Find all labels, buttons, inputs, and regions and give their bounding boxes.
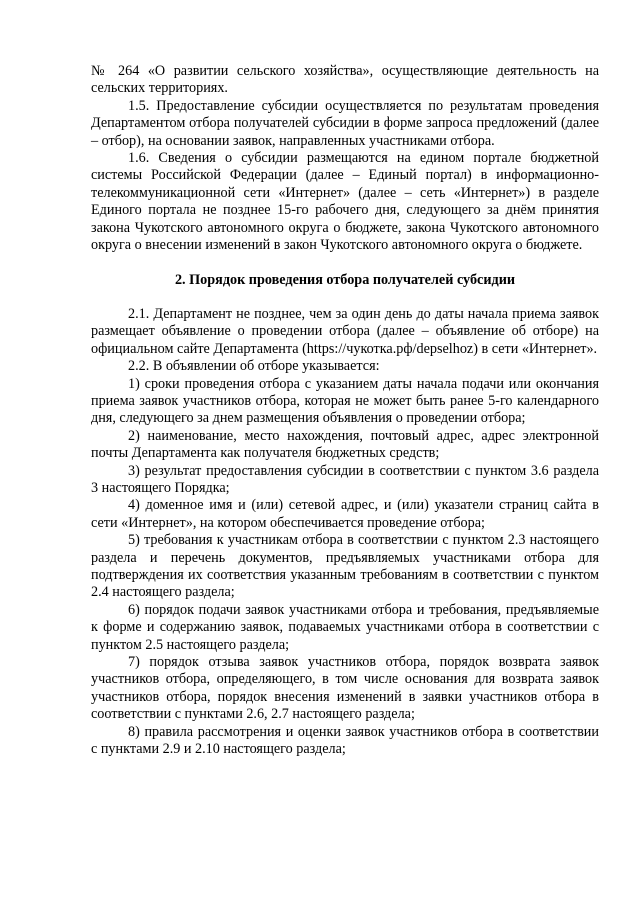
- paragraph-2-2: 2.2. В объявлении об отборе указывается:: [128, 358, 380, 375]
- list-item-3: 3) результат предоставления субсидии в соответствии с пунктом 3.6 раздела 3 настоящего Порядка;: [91, 462, 599, 496]
- list-item-2: 2) наименование, место нахождения, почтовый адрес, адрес электронной почты Департамента как получателя бюджетных средств;: [91, 427, 599, 462]
- paragraph-law-reference: № 264 «О развитии сельского хозяйства», осуществляющие деятельность на сельских территориях.: [91, 63, 599, 97]
- paragraph-1-6: 1.6. Сведения о субсидии размещаются на едином портале бюджетной системы Российской Федерации (далее – Единый портал) в информационно-телекоммуникационной сети «Интернет» (далее – сеть «Интернет») в разделе Единого портала не позднее 15-го рабочего дня, следующего за днём принятия закона Чукотского автономного округа о бюджете, закона Чукотского автономного округа о внесении изменений в закон Чукотского автономного округа о бюджете.: [91, 150, 599, 254]
- list-item-1: 1) сроки проведения отбора с указанием даты начала подачи или окончания приема заявок участников отбора, которая не может быть ранее 5-го календарного дня, следующего за днем размещения объявления о проведении отбора;: [91, 375, 599, 427]
- paragraph-2-1: 2.1. Департамент не позднее, чем за один день до даты начала приема заявок размещает объявление о проведении отбора (далее – объявление об отборе) на официальном сайте Департамента (https://чукотка.рф/depselhoz) в сети «Интернет».: [91, 305, 599, 357]
- list-item-8: 8) правила рассмотрения и оценки заявок участников отбора в соответствии с пунктами 2.9 и 2.10 настоящего раздела;: [91, 723, 599, 758]
- document-page: [91, 63, 599, 758]
- list-item-5: 5) требования к участникам отбора в соответствии с пунктом 2.3 настоящего раздела и перечень документов, предъявляемых участниками отбора для подтверждения их соответствия указанным требованиям в соответствии с пунктом 2.4 настоящего раздела;: [91, 532, 599, 601]
- list-item-4: 4) доменное имя и (или) сетевой адрес, и (или) указатели страниц сайта в сети «Интернет», на котором обеспечивается проведение отбора;: [91, 497, 599, 531]
- list-item-7: 7) порядок отзыва заявок участников отбора, порядок возврата заявок участников отбора, определяющего, в том числе основания для возврата заявок участников отбора, порядок внесения изменений в заявки участников отбора в соответствии с пунктами 2.6, 2.7 настоящего раздела;: [91, 654, 599, 723]
- paragraph-1-5: 1.5. Предоставление субсидии осуществляется по результатам проведения Департаментом отбора получателей субсидии в форме запроса предложений (далее – отбор), на основании заявок, направленных участниками отбора.: [91, 97, 599, 149]
- list-item-6: 6) порядок подачи заявок участниками отбора и требования, предъявляемые к форме и содержанию заявок, подаваемых участниками отбора в соответствии с пунктом 2.5 настоящего раздела;: [91, 601, 599, 653]
- section-heading: 2. Порядок проведения отбора получателей субсидии: [174, 272, 516, 289]
